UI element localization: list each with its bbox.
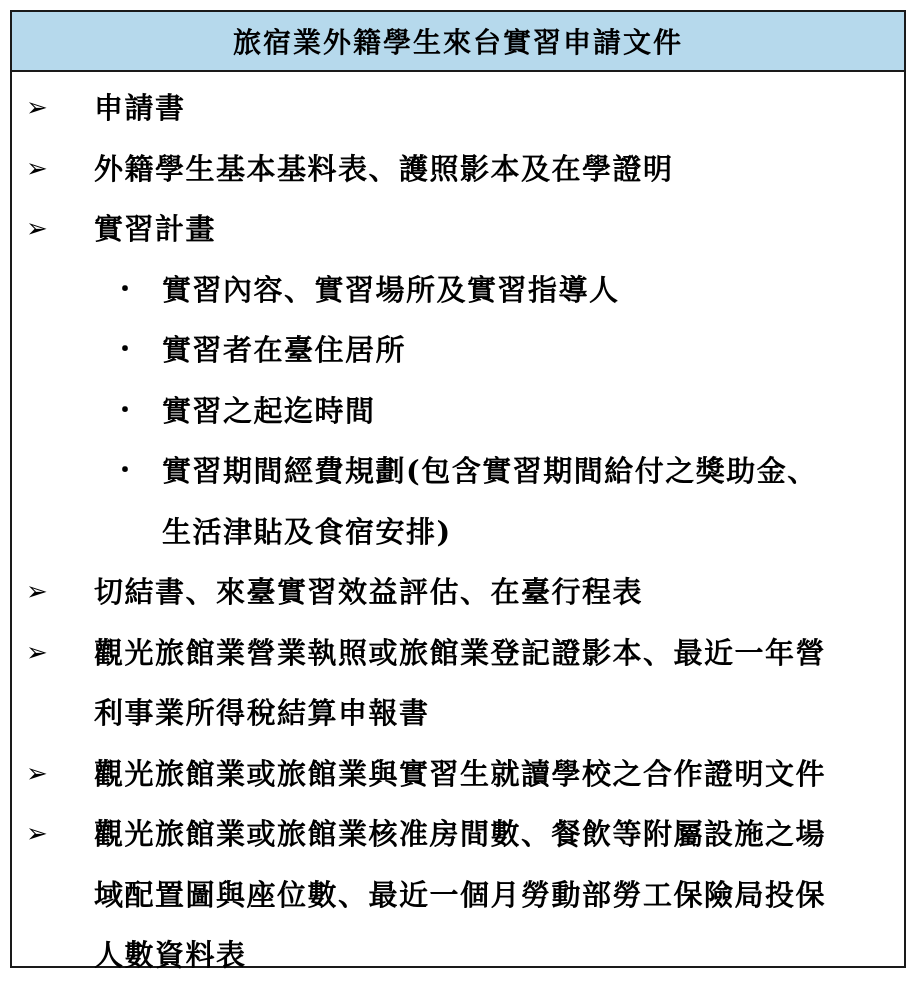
list-item-text: 實習計畫 [94, 212, 217, 246]
list-item-text: 申請書 [94, 91, 186, 125]
sub-list-item-text: 生活津貼及食宿安排) [162, 514, 452, 549]
list-item-text: 切結書、來臺實習效益評估、在臺行程表 [94, 575, 644, 609]
list-item-text: 觀光旅館業或旅館業核准房間數、餐飲等附屬設施之場 [94, 817, 827, 851]
list-item-continuation [12, 683, 904, 744]
sub-list-item [12, 381, 904, 442]
arrow-bullet-icon: ➢ [26, 214, 50, 244]
arrow-bullet-icon: ➢ [26, 153, 50, 184]
list-item-text: 外籍學生基本基料表、護照影本及在學證明 [94, 151, 674, 186]
list-item-continuation [12, 925, 904, 986]
list-item-continuation [12, 865, 904, 926]
dot-bullet-icon: ・ [112, 274, 140, 305]
list-item [12, 562, 904, 623]
arrow-bullet-icon: ➢ [26, 637, 50, 668]
arrow-bullet-icon: ➢ [26, 819, 50, 849]
list-item-text: 域配置圖與座位數、最近一個月勞動部勞工保險局投保 [94, 877, 827, 912]
list-item-text: 觀光旅館業或旅館業與實習生就讀學校之合作證明文件 [94, 756, 827, 791]
list-item-text: 人數資料表 [94, 938, 247, 972]
sub-list-item-text: 實習之起迄時間 [162, 393, 376, 428]
document-list [12, 72, 904, 986]
list-item [12, 139, 904, 200]
document-table [10, 10, 906, 972]
sub-list-item-continuation [12, 502, 904, 563]
list-item-text: 利事業所得稅結算申報書 [94, 696, 430, 730]
page-title: 旅宿業外籍學生來台實習申請文件 [232, 26, 683, 59]
list-item-text: 觀光旅館業營業執照或旅館業登記證影本、最近一年營 [94, 635, 827, 670]
list-item [12, 804, 904, 865]
sub-list-item-text: 實習期間經費規劃(包含實習期間給付之獎助金、 [162, 454, 818, 488]
sub-list-item [12, 260, 904, 321]
table-header [12, 12, 904, 72]
dot-bullet-icon: ・ [112, 456, 140, 486]
sub-list-item-text: 實習者在臺住居所 [162, 333, 407, 367]
dot-bullet-icon: ・ [112, 335, 140, 365]
arrow-bullet-icon: ➢ [26, 93, 50, 123]
list-item [12, 78, 904, 139]
arrow-bullet-icon: ➢ [26, 758, 50, 789]
sub-list-item-text: 實習內容、實習場所及實習指導人 [162, 272, 620, 307]
sub-list-item [12, 441, 904, 502]
sub-list-item [12, 320, 904, 381]
arrow-bullet-icon: ➢ [26, 577, 50, 607]
list-item [12, 199, 904, 260]
list-item [12, 744, 904, 805]
list-item [12, 623, 904, 684]
dot-bullet-icon: ・ [112, 395, 140, 426]
